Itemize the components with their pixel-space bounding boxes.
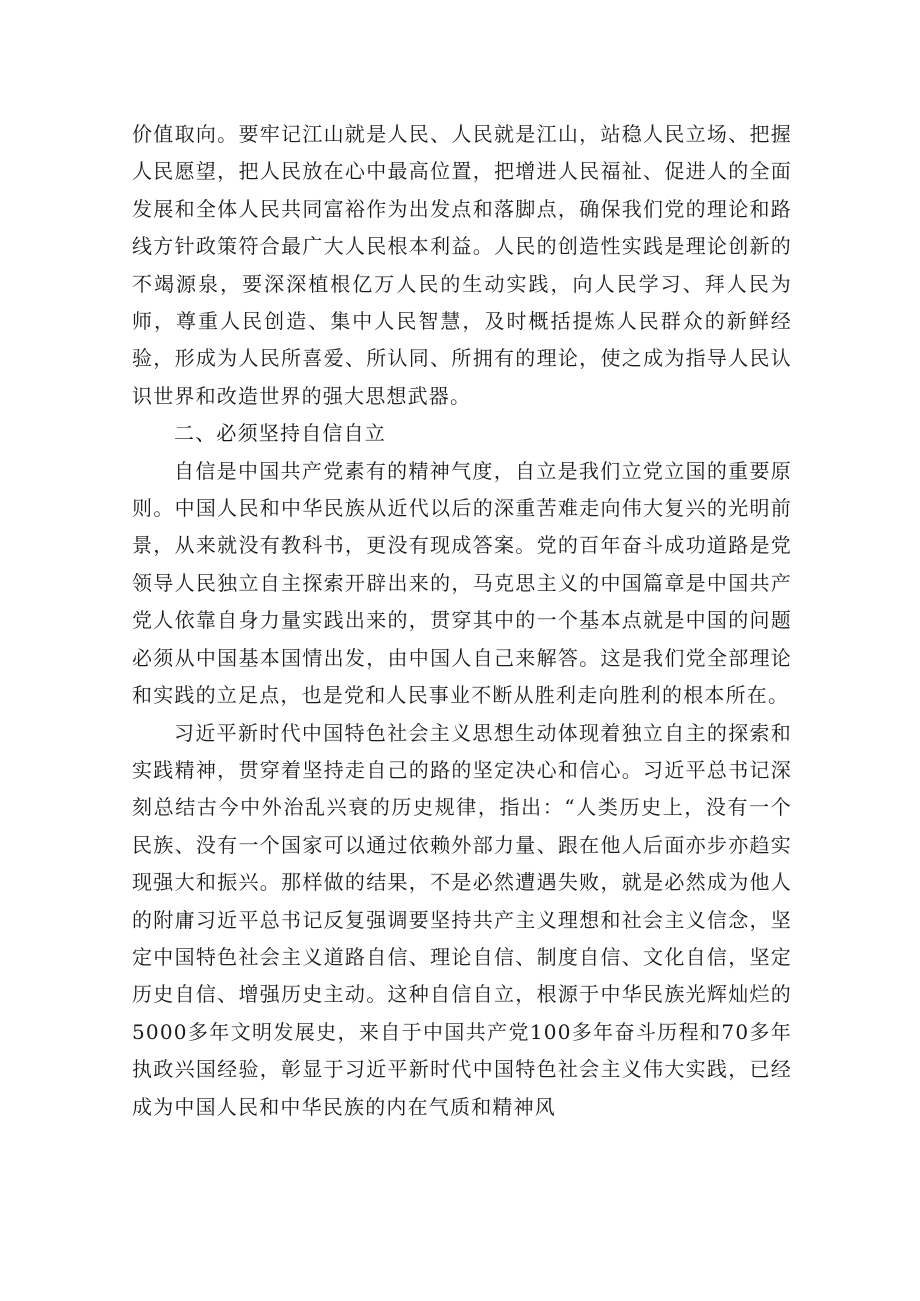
paragraph-continuation: 价值取向。要牢记江山就是人民、人民就是江山，站稳人民立场、把握人民愿望，把人民放在心中最高位置，把增进人民福祉、促进人的全面发展和全体人民共同富裕作为出发点和落脚点，确保我们党的理论和路线方针政策符合最广大人民根本利益。人民的创造性实践是理论创新的不竭源泉，要深深植根亿万人民的生动实践，向人民学习、拜人民为师，尊重人民创造、集中人民智慧，及时概括提炼人民群众的新鲜经验，形成为人民所喜爱、所认同、所拥有的理论，使之成为指导人民认识世界和改造世界的强大思想武器。 [132, 122, 792, 408]
document-body [132, 116, 792, 1126]
paragraph: 习近平新时代中国特色社会主义思想生动体现着独立自主的探索和实践精神，贯穿着坚持走自己的路的坚定决心和信心。习近平总书记深刻总结古今中外治乱兴衰的历史规律，指出：“人类历史上，没有一个民族、没有一个国家可以通过依赖外部力量、跟在他人后面亦步亦趋实现强大和振兴。那样做的结果，不是必然遭遇失败，就是必然成为他人的附庸习近平总书记反复强调要坚持共产主义理想和社会主义信念，坚定中国特色社会主义道路自信、理论自信、制度自信、文化自信，坚定历史自信、增强历史主动。这种自信自立，根源于中华民族光辉灿烂的5000多年文明发展史，来自于中国共产党100多年奋斗历程和70多年执政兴国经验，彰显于习近平新时代中国特色社会主义伟大实践，已经成为中国人民和中华民族的内在气质和精神风 [132, 720, 792, 1119]
paragraph: 自信是中国共产党素有的精神气度，自立是我们立党立国的重要原则。中国人民和中华民族从近代以后的深重苦难走向伟大复兴的光明前景，从来就没有教科书，更没有现成答案。党的百年奋斗成功道路是党领导人民独立自主探索开辟出来的，马克思主义的中国篇章是中国共产党人依靠自身力量实践出来的，贯穿其中的一个基本点就是中国的问题必须从中国基本国情出发，由中国人自己来解答。这是我们党全部理论和实践的立足点，也是党和人民事业不断从胜利走向胜利的根本所在。 [132, 458, 792, 708]
section-heading: 二、必须坚持自信自立 [174, 421, 386, 446]
